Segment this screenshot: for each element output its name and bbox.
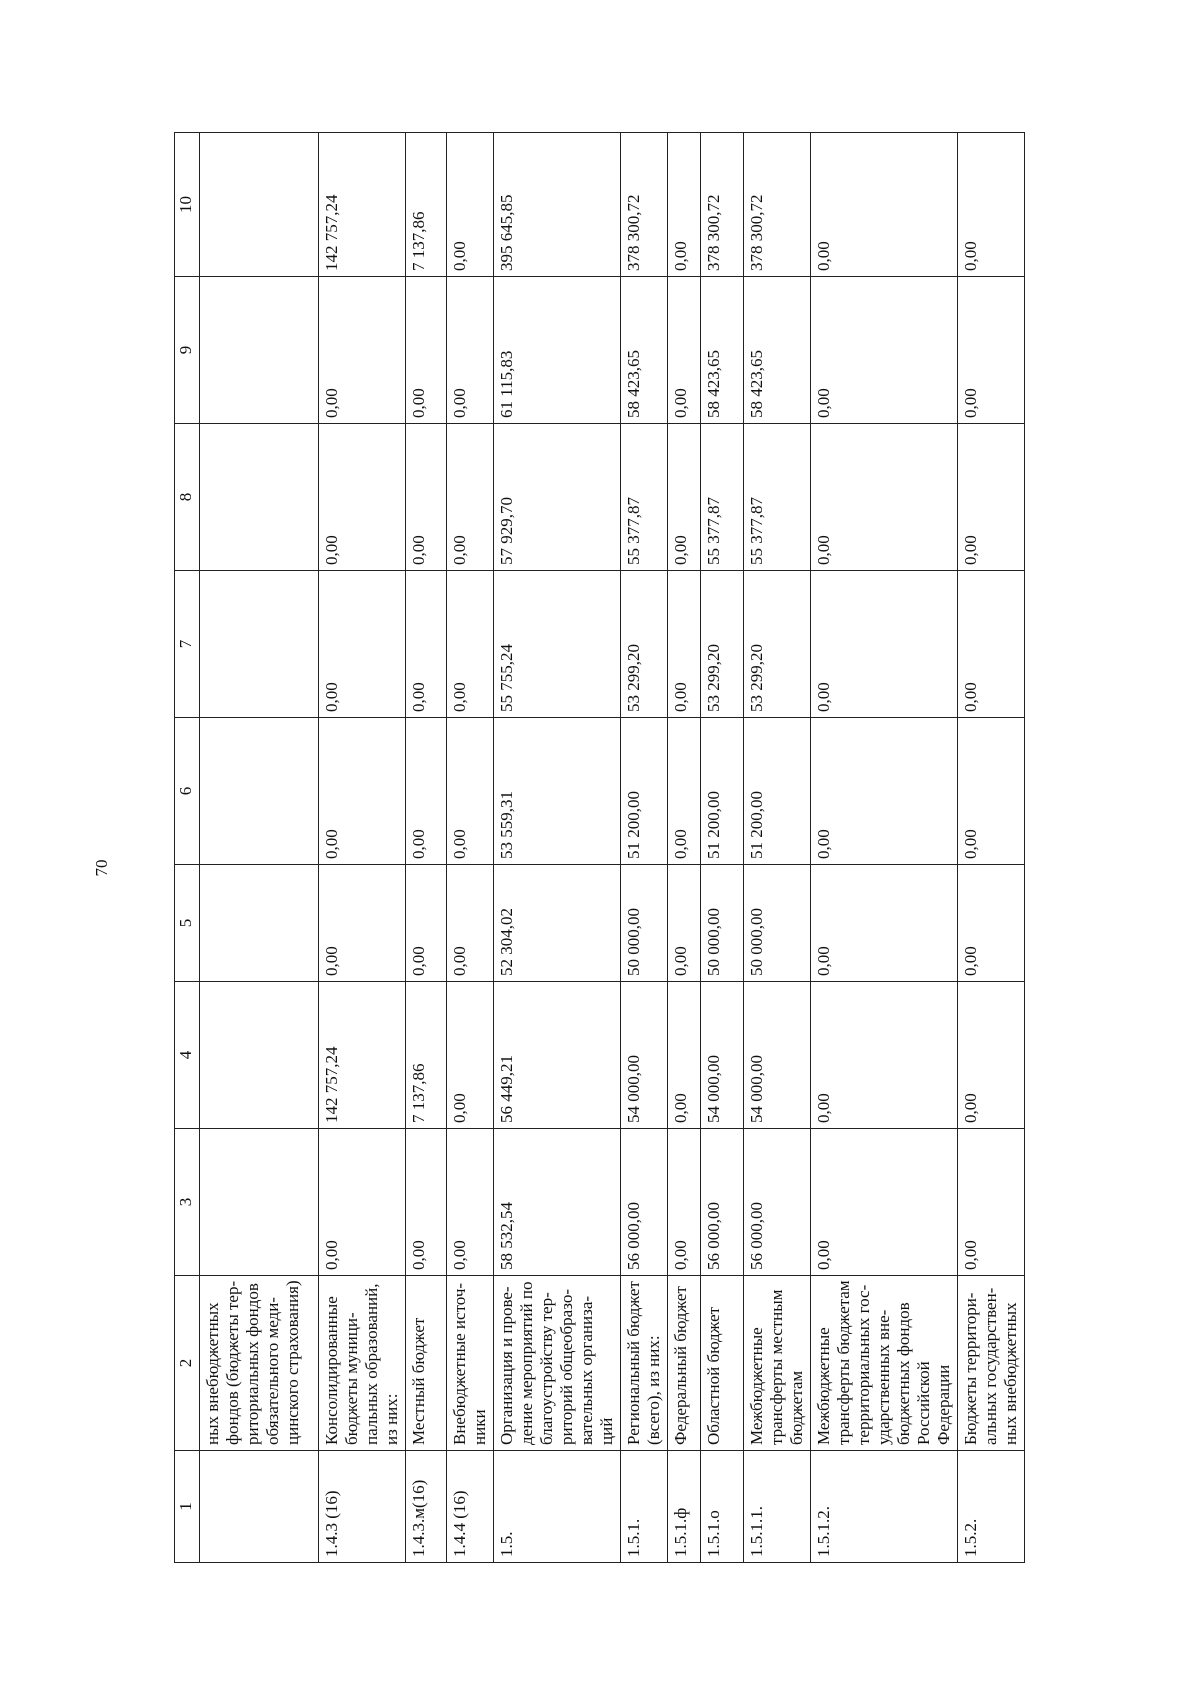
row-name: Внебюджетные источ-ники — [447, 1276, 494, 1451]
value-cell: 51 200,00 — [621, 718, 668, 865]
value-cell: 61 115,83 — [494, 277, 621, 424]
value-cell: 50 000,00 — [701, 865, 744, 982]
table-row — [811, 133, 958, 1563]
row-code — [200, 1451, 319, 1563]
column-number: 8 — [175, 424, 200, 571]
value-cell: 0,00 — [319, 718, 406, 865]
value-cell: 0,00 — [447, 571, 494, 718]
value-cell: 53 559,31 — [494, 718, 621, 865]
value-cell: 55 377,87 — [744, 424, 811, 571]
value-cell — [200, 1129, 319, 1276]
value-cell: 0,00 — [447, 133, 494, 277]
value-cell: 0,00 — [958, 982, 1025, 1129]
value-cell: 0,00 — [958, 718, 1025, 865]
value-cell: 0,00 — [319, 865, 406, 982]
row-name: Федеральный бюджет — [668, 1276, 701, 1451]
row-name: Межбюджетные трансферты местным бюджетам — [744, 1276, 811, 1451]
column-number: 10 — [175, 133, 200, 277]
value-cell: 0,00 — [811, 865, 958, 982]
rotated-table — [174, 133, 1134, 1563]
value-cell: 0,00 — [811, 424, 958, 571]
value-cell — [200, 865, 319, 982]
value-cell: 0,00 — [958, 571, 1025, 718]
value-cell: 395 645,85 — [494, 133, 621, 277]
row-code: 1.4.3 (16) — [319, 1451, 406, 1563]
row-name: Местный бюджет — [406, 1276, 447, 1451]
value-cell: 50 000,00 — [621, 865, 668, 982]
value-cell: 58 423,65 — [701, 277, 744, 424]
value-cell: 55 755,24 — [494, 571, 621, 718]
value-cell: 58 423,65 — [621, 277, 668, 424]
table-row — [494, 133, 621, 1563]
value-cell: 0,00 — [958, 1129, 1025, 1276]
value-cell: 0,00 — [447, 1129, 494, 1276]
row-code: 1.5.1. — [621, 1451, 668, 1563]
value-cell: 0,00 — [406, 571, 447, 718]
value-cell: 55 377,87 — [701, 424, 744, 571]
value-cell: 0,00 — [811, 277, 958, 424]
value-cell: 378 300,72 — [744, 133, 811, 277]
value-cell: 54 000,00 — [701, 982, 744, 1129]
value-cell: 0,00 — [319, 571, 406, 718]
value-cell: 0,00 — [668, 424, 701, 571]
value-cell: 0,00 — [668, 718, 701, 865]
table-row — [447, 133, 494, 1563]
row-code: 1.5.1.1. — [744, 1451, 811, 1563]
table-row — [668, 133, 701, 1563]
value-cell: 0,00 — [447, 718, 494, 865]
value-cell: 378 300,72 — [701, 133, 744, 277]
value-cell — [200, 718, 319, 865]
table-row — [200, 133, 319, 1563]
value-cell: 53 299,20 — [701, 571, 744, 718]
column-number: 7 — [175, 571, 200, 718]
row-name: Организация и прове-дение мероприятий по благоустройству тер-риторий общеобразо-вательных организа-ций — [494, 1276, 621, 1451]
table-row — [744, 133, 811, 1563]
value-cell: 0,00 — [811, 133, 958, 277]
value-cell — [200, 133, 319, 277]
value-cell: 7 137,86 — [406, 982, 447, 1129]
value-cell: 52 304,02 — [494, 865, 621, 982]
value-cell: 0,00 — [406, 277, 447, 424]
row-name: ных внебюджетных фондов (бюджеты тер-риториальных фондов обязательного меди-цинского страхования) — [200, 1276, 319, 1451]
value-cell — [200, 277, 319, 424]
value-cell: 56 000,00 — [701, 1129, 744, 1276]
value-cell: 0,00 — [406, 424, 447, 571]
value-cell: 0,00 — [811, 718, 958, 865]
value-cell: 0,00 — [447, 865, 494, 982]
column-number: 5 — [175, 865, 200, 982]
row-code: 1.5. — [494, 1451, 621, 1563]
value-cell: 53 299,20 — [744, 571, 811, 718]
row-code: 1.5.1.ф — [668, 1451, 701, 1563]
value-cell: 0,00 — [668, 1129, 701, 1276]
value-cell — [200, 424, 319, 571]
value-cell: 0,00 — [668, 982, 701, 1129]
row-code: 1.4.3.м(16) — [406, 1451, 447, 1563]
value-cell: 0,00 — [447, 424, 494, 571]
value-cell: 51 200,00 — [701, 718, 744, 865]
value-cell: 0,00 — [668, 865, 701, 982]
value-cell: 50 000,00 — [744, 865, 811, 982]
value-cell: 0,00 — [406, 865, 447, 982]
value-cell: 58 423,65 — [744, 277, 811, 424]
budget-table — [174, 132, 1025, 1563]
value-cell: 53 299,20 — [621, 571, 668, 718]
row-code: 1.5.2. — [958, 1451, 1025, 1563]
value-cell: 0,00 — [958, 277, 1025, 424]
table-row — [958, 133, 1025, 1563]
table-row — [406, 133, 447, 1563]
value-cell: 0,00 — [319, 424, 406, 571]
row-name: Бюджеты территори-альных государствен-ных внебюджетных — [958, 1276, 1025, 1451]
row-name: Региональный бюджет (всего), из них: — [621, 1276, 668, 1451]
page-number: 70 — [92, 859, 111, 877]
value-cell: 0,00 — [406, 1129, 447, 1276]
value-cell: 0,00 — [958, 133, 1025, 277]
value-cell: 378 300,72 — [621, 133, 668, 277]
row-name: Областной бюджет — [701, 1276, 744, 1451]
value-cell: 54 000,00 — [621, 982, 668, 1129]
value-cell: 0,00 — [319, 277, 406, 424]
column-number: 4 — [175, 982, 200, 1129]
value-cell: 0,00 — [958, 865, 1025, 982]
value-cell: 54 000,00 — [744, 982, 811, 1129]
table-row — [701, 133, 744, 1563]
row-name: Межбюджетные трансферты бюджетам территориальных гос-ударственных вне-бюджетных фондов Российской Федерации — [811, 1276, 958, 1451]
value-cell: 7 137,86 — [406, 133, 447, 277]
value-cell: 56 449,21 — [494, 982, 621, 1129]
value-cell: 55 377,87 — [621, 424, 668, 571]
column-number: 2 — [175, 1276, 200, 1451]
value-cell: 0,00 — [811, 571, 958, 718]
row-code: 1.5.1.о — [701, 1451, 744, 1563]
value-cell: 0,00 — [668, 133, 701, 277]
value-cell: 0,00 — [811, 1129, 958, 1276]
table-row — [621, 133, 668, 1563]
value-cell: 0,00 — [319, 1129, 406, 1276]
value-cell: 0,00 — [447, 982, 494, 1129]
value-cell: 0,00 — [811, 982, 958, 1129]
column-number: 6 — [175, 718, 200, 865]
value-cell: 0,00 — [958, 424, 1025, 571]
row-name: Консолидированные бюджеты муници-пальных образований, из них: — [319, 1276, 406, 1451]
value-cell: 0,00 — [406, 718, 447, 865]
column-number: 1 — [175, 1451, 200, 1563]
value-cell: 56 000,00 — [621, 1129, 668, 1276]
value-cell: 51 200,00 — [744, 718, 811, 865]
value-cell: 0,00 — [668, 571, 701, 718]
value-cell — [200, 571, 319, 718]
value-cell: 142 757,24 — [319, 982, 406, 1129]
value-cell: 58 532,54 — [494, 1129, 621, 1276]
row-code: 1.4.4 (16) — [447, 1451, 494, 1563]
value-cell — [200, 982, 319, 1129]
table-body — [175, 133, 1025, 1563]
header-row — [175, 133, 200, 1563]
column-number: 3 — [175, 1129, 200, 1276]
value-cell: 142 757,24 — [319, 133, 406, 277]
column-number: 9 — [175, 277, 200, 424]
value-cell: 0,00 — [668, 277, 701, 424]
value-cell: 56 000,00 — [744, 1129, 811, 1276]
table-row — [319, 133, 406, 1563]
row-code: 1.5.1.2. — [811, 1451, 958, 1563]
value-cell: 0,00 — [447, 277, 494, 424]
value-cell: 57 929,70 — [494, 424, 621, 571]
